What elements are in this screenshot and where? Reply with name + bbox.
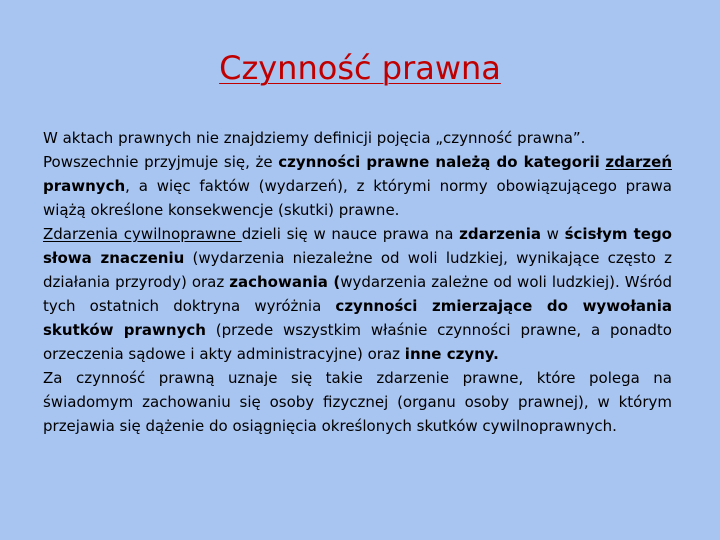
text-run: prawnych bbox=[43, 177, 126, 195]
paragraph-2 bbox=[43, 150, 672, 222]
text-run: inne czyny. bbox=[404, 345, 499, 363]
text-run: zdarzenia bbox=[459, 225, 541, 243]
paragraph-4 bbox=[43, 366, 672, 438]
text-run: W aktach prawnych nie znajdziemy definicji pojęcia „czynność prawna”. bbox=[43, 129, 586, 147]
text-run: czynności zmierzające do wywołania skutków prawnych bbox=[43, 297, 672, 339]
text-run: (przede wszystkim właśnie czynności prawne, a ponadto orzeczenia sądowe i akty administracyjne) oraz bbox=[43, 321, 672, 363]
slide-title: Czynność prawna bbox=[219, 49, 501, 87]
text-run: czynności prawne należą do kategorii bbox=[278, 153, 600, 171]
text-run: , a więc faktów (wydarzeń), z którymi normy obowiązującego prawa wiążą określone konsekwencje (skutki) prawne. bbox=[43, 177, 672, 219]
text-run: Powszechnie przyjmuje się, że bbox=[43, 153, 279, 171]
text-run: Za czynność prawną uznaje się takie zdarzenie prawne, które polega na świadomym zachowaniu się osoby fizycznej (organu osoby prawnej), w którym przejawia się dążenie do osiągnięcia określonych skutków cywilnoprawnych. bbox=[43, 369, 672, 435]
text-run: zachowania ( bbox=[229, 273, 341, 291]
text-run: Zdarzenia cywilnoprawne bbox=[43, 225, 242, 243]
text-run: zdarzeń bbox=[605, 153, 672, 171]
text-run: ścisłym tego słowa znaczeniu bbox=[43, 225, 672, 267]
text-run: wydarzenia zależne od woli ludzkiej). Wśród tych ostatnich doktryna wyróżnia bbox=[43, 273, 672, 315]
paragraph-3 bbox=[43, 222, 672, 366]
text-run: dzieli się w nauce prawa na bbox=[241, 225, 460, 243]
slide-body bbox=[43, 126, 672, 438]
paragraph-1 bbox=[43, 126, 672, 150]
text-run: (wydarzenia niezależne od woli ludzkiej, wynikające często z działania przyrody) oraz bbox=[43, 249, 672, 291]
text-run: w bbox=[540, 225, 565, 243]
